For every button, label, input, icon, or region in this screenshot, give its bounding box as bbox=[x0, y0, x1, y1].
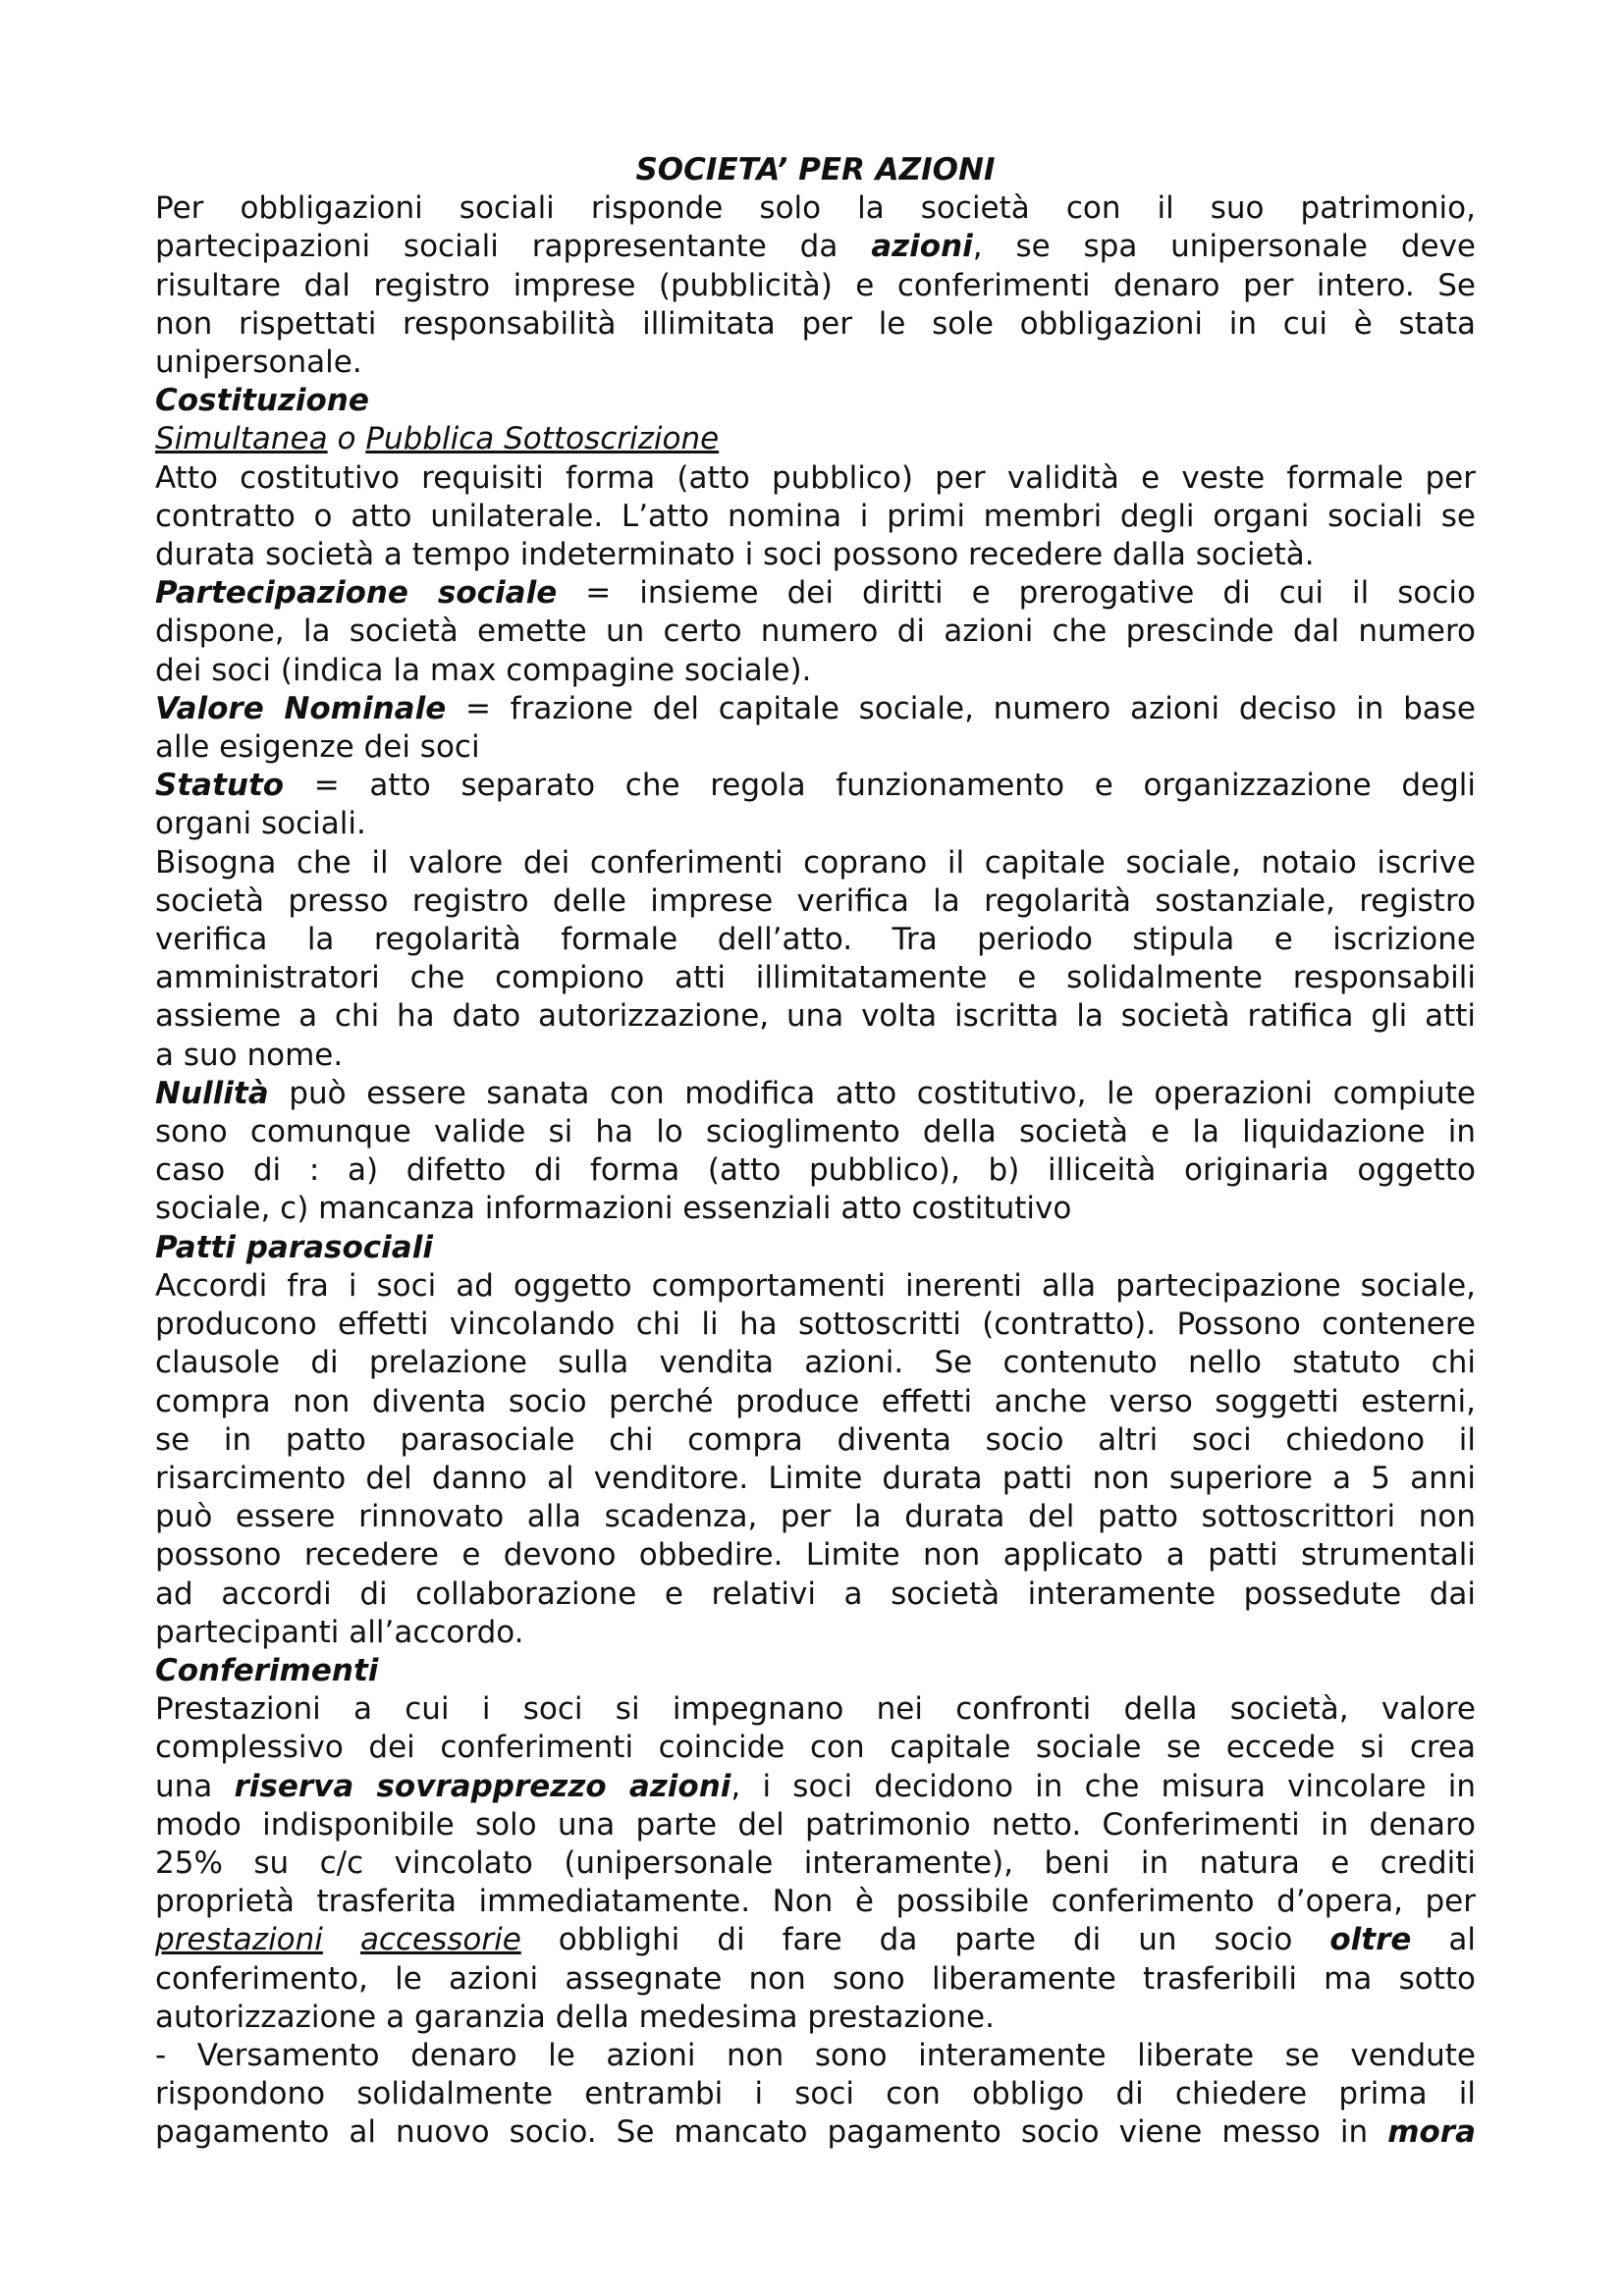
statuto-paragraph bbox=[155, 767, 1476, 843]
text-line: producono effetti vincolando chi li ha sottoscritti (contratto). Possono contenere bbox=[155, 1307, 1476, 1343]
term-accessorie: accessorie bbox=[359, 1922, 521, 1958]
term-nullita: Nullità bbox=[155, 1075, 269, 1111]
text-line: pagamento al nuovo socio. Se mancato pagamento socio viene messo in mora bbox=[155, 2114, 1476, 2151]
text-line: Partecipazione sociale = insieme dei diritti e prerogative di cui il socio bbox=[155, 575, 1476, 612]
text-line: può essere rinnovato alla scadenza, per la durata del patto sottoscrittori non bbox=[155, 1499, 1476, 1535]
text-line: sono comunque valide si ha lo scioglimento della società e la liquidazione in bbox=[155, 1114, 1476, 1150]
text-line: rispondono solidalmente entrambi i soci con obbligo di chiedere prima il bbox=[155, 2076, 1476, 2112]
term-oltre: oltre bbox=[1329, 1922, 1412, 1958]
text-line: partecipanti all’accordo. bbox=[155, 1614, 524, 1650]
term-pubblica-sottoscrizione: Pubblica Sottoscrizione bbox=[365, 421, 720, 457]
heading-conferimenti: Conferimenti bbox=[155, 1652, 379, 1688]
costituzione-modes: Simultanea o Pubblica Sottoscrizione bbox=[155, 421, 720, 457]
valore-nominale-paragraph bbox=[155, 690, 1476, 767]
text-line: Prestazioni a cui i soci si impegnano nei confronti della società, valore bbox=[155, 1691, 1476, 1728]
text-line: risarcimento del danno al venditore. Limite durata patti non superiore a 5 anni bbox=[155, 1460, 1476, 1496]
intro-paragraph bbox=[155, 189, 1476, 382]
text-line: amministratori che compiono atti illimitatamente e solidalmente responsabili bbox=[155, 960, 1476, 996]
partecipazione-sociale-paragraph bbox=[155, 574, 1476, 690]
text-line: unipersonale. bbox=[155, 345, 362, 381]
term-prestazioni: prestazioni bbox=[155, 1922, 323, 1958]
text-line: risultare dal registro imprese (pubblicità) e conferimenti denaro per intero. Se bbox=[155, 267, 1476, 303]
heading-patti-parasociali: Patti parasociali bbox=[155, 1229, 433, 1265]
text-line: Statuto = atto separato che regola funzionamento e organizzazione degli bbox=[155, 768, 1476, 804]
term-simultanea: Simultanea bbox=[155, 421, 328, 457]
text-line: verifica la regolarità formale dell’atto. Tra periodo stipula e iscrizione bbox=[155, 922, 1476, 958]
text-line: ad accordi di collaborazione e relativi a società interamente possedute dai bbox=[155, 1575, 1476, 1612]
nullita-paragraph bbox=[155, 1075, 1476, 1229]
text-line: una riserva sovrapprezzo azioni, i soci decidono in che misura vincolare in bbox=[155, 1768, 1476, 1804]
text-line: Bisogna che il valore dei conferimenti coprano il capitale sociale, notaio iscrive bbox=[155, 844, 1476, 881]
atto-costitutivo-paragraph bbox=[155, 459, 1476, 575]
text-line: a suo nome. bbox=[155, 1037, 344, 1073]
patti-paragraph bbox=[155, 1267, 1476, 1652]
text-line: Valore Nominale = frazione del capitale sociale, numero azioni deciso in base bbox=[155, 690, 1477, 726]
text-line: partecipazioni sociali rappresentante da azioni, se spa unipersonale deve bbox=[155, 229, 1476, 265]
text-line: possono recedere e devono obbedire. Limite non applicato a patti strumentali bbox=[155, 1537, 1476, 1574]
text-line: assieme a chi ha dato autorizzazione, una volta iscritta la società ratifica gli atti bbox=[155, 998, 1476, 1035]
text-line: - Versamento denaro le azioni non sono interamente liberate se vendute bbox=[155, 2037, 1476, 2073]
text-line: organi sociali. bbox=[155, 806, 366, 842]
document-page bbox=[155, 151, 1476, 2153]
text-line: sociale, c) mancanza informazioni essenziali atto costitutivo bbox=[155, 1191, 1072, 1227]
text-line: dei soci (indica la max compagine sociale). bbox=[155, 652, 812, 688]
heading-costituzione: Costituzione bbox=[155, 383, 369, 419]
text-line: autorizzazione a garanzia della medesima prestazione. bbox=[155, 1999, 995, 2035]
text-line: Atto costitutivo requisiti forma (atto pubblico) per validità e veste formale per bbox=[155, 459, 1476, 496]
term-riserva-sovrapprezzo: riserva sovrapprezzo azioni bbox=[234, 1768, 731, 1804]
term-azioni: azioni bbox=[871, 229, 973, 265]
text-line: clausole di prelazione sulla vendita azioni. Se contenuto nello statuto chi bbox=[155, 1345, 1476, 1381]
conferimenti-paragraph bbox=[155, 1690, 1476, 2037]
text-line: alle esigenze dei soci bbox=[155, 729, 480, 766]
text-line: conferimento, le azioni assegnate non sono liberamente trasferibili ma sotto bbox=[155, 1960, 1476, 1997]
versamento-paragraph bbox=[155, 2037, 1476, 2153]
term-statuto: Statuto bbox=[155, 768, 285, 804]
text-line: compra non diventa socio perché produce effetti anche verso soggetti esterni, bbox=[155, 1383, 1476, 1419]
text-line: contratto o atto unilaterale. L’atto nomina i primi membri degli organi sociali se bbox=[155, 498, 1476, 534]
verifica-paragraph bbox=[155, 844, 1476, 1075]
text-line: 25% su c/c vincolato (unipersonale interamente), beni in natura e crediti bbox=[155, 1844, 1476, 1881]
term-valore-nominale: Valore Nominale bbox=[155, 690, 447, 726]
term-mora: mora bbox=[1387, 2114, 1476, 2151]
text-line: Accordi fra i soci ad oggetto comportamenti inerenti alla partecipazione sociale, bbox=[155, 1267, 1476, 1304]
text-line: proprietà trasferita immediatamente. Non è possibile conferimento d’opera, per bbox=[155, 1884, 1476, 1920]
text-line: durata società a tempo indeterminato i soci possono recedere dalla società. bbox=[155, 537, 1315, 573]
text-line: modo indisponibile solo una parte del patrimonio netto. Conferimenti in denaro bbox=[155, 1806, 1476, 1842]
text-line: dispone, la società emette un certo numero di azioni che prescinde dal numero bbox=[155, 614, 1476, 650]
text-line: prestazioni accessorie obblighi di fare da parte di un socio oltre al bbox=[155, 1922, 1477, 1958]
text-line: Nullità può essere sanata con modifica atto costitutivo, le operazioni compiute bbox=[155, 1075, 1476, 1111]
text-line: complessivo dei conferimenti coincide con capitale sociale se eccede si crea bbox=[155, 1730, 1476, 1766]
text-line: società presso registro delle imprese verifica la regolarità sostanziale, registro bbox=[155, 882, 1476, 919]
text-line: se in patto parasociale chi compra diventa socio altri soci chiedono il bbox=[155, 1421, 1476, 1458]
text-line: Per obbligazioni sociali risponde solo la società con il suo patrimonio, bbox=[155, 190, 1476, 227]
text-line: caso di : a) difetto di forma (atto pubblico), b) illiceità originaria oggetto bbox=[155, 1152, 1476, 1189]
document-title: SOCIETA’ PER AZIONI bbox=[635, 152, 996, 187]
text-line: non rispettati responsabilità illimitata per le sole obbligazioni in cui è stata bbox=[155, 305, 1476, 342]
term-partecipazione-sociale: Partecipazione sociale bbox=[155, 575, 558, 612]
